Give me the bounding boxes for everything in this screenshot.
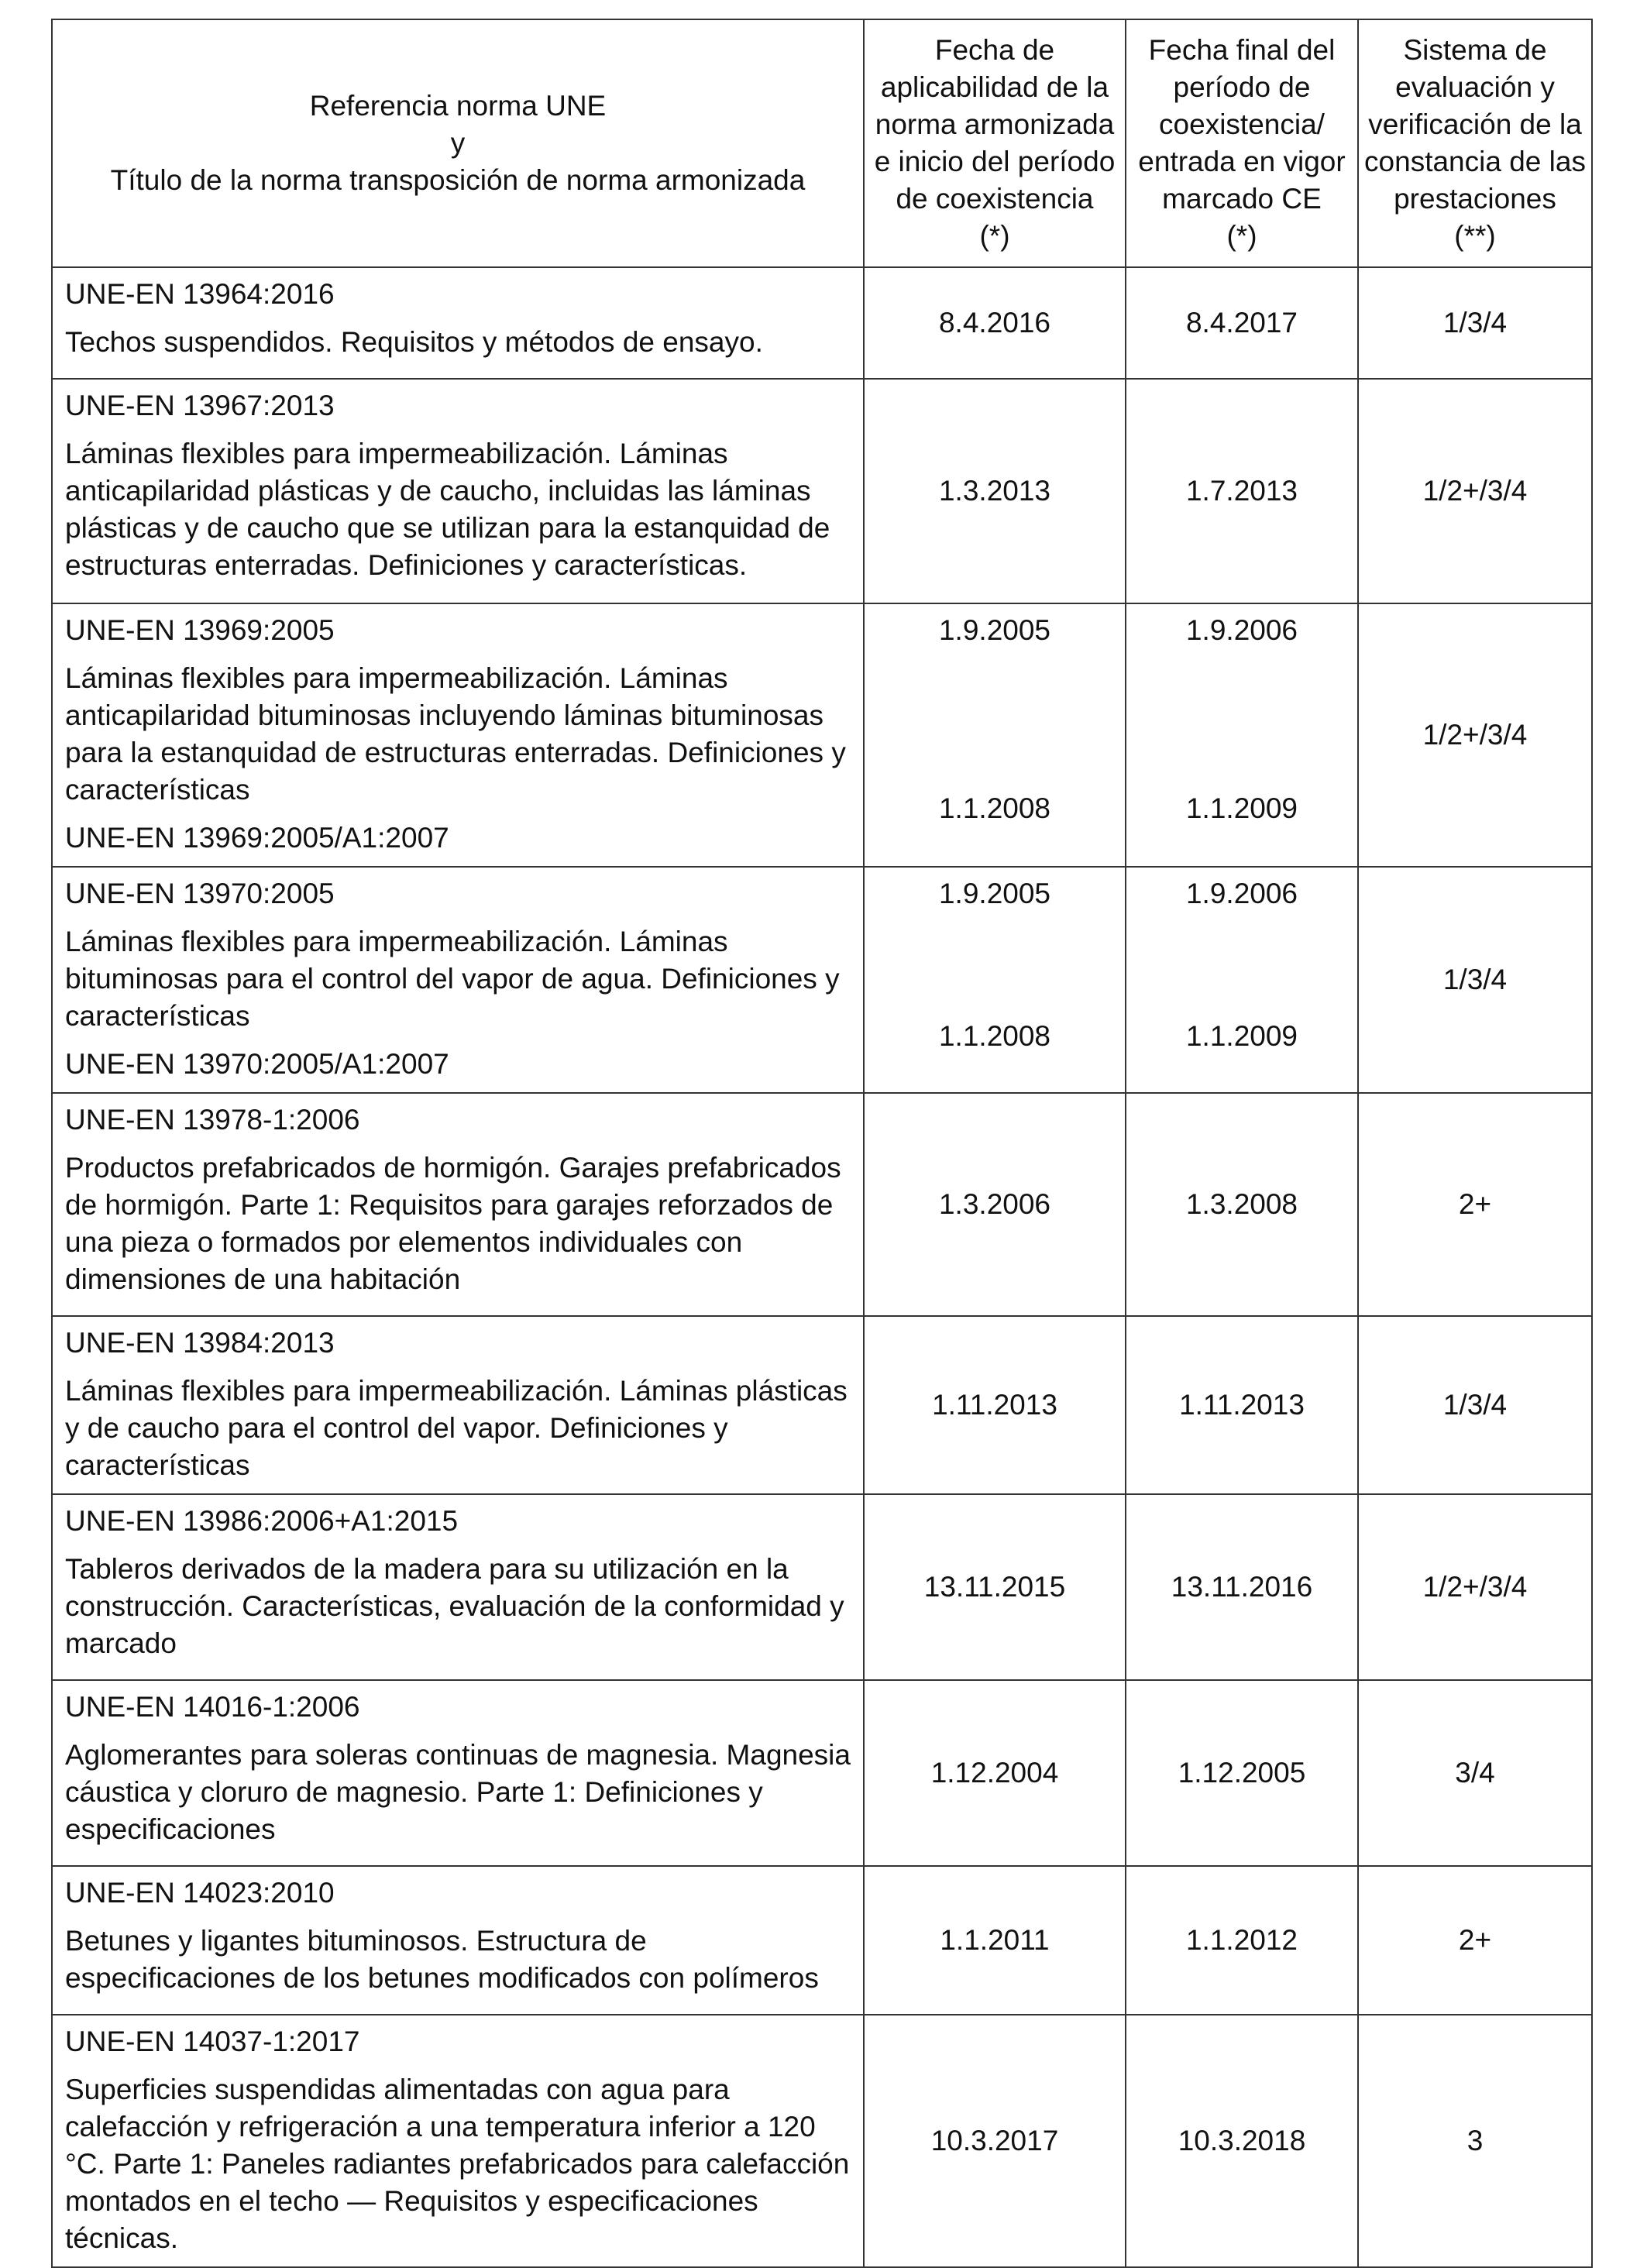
applicability-date-cell <box>864 867 1126 1093</box>
header-applicability-line: (*) <box>979 220 1010 252</box>
header-end-line: coexistencia/ <box>1159 108 1325 140</box>
norm-code: UNE-EN 13967:2013 <box>65 390 335 421</box>
header-end-line: entrada en vigor <box>1138 146 1346 177</box>
end-date: 1.1.2012 <box>1126 1866 1358 2015</box>
norm-code: UNE-EN 14016-1:2006 <box>65 1691 360 1723</box>
end-date: 1.9.2006 <box>1185 614 1298 646</box>
norm-title: Betunes y ligantes bituminosos. Estructura de especificaciones de los betunes modificados con polímeros <box>65 1925 819 1994</box>
table-row <box>52 2015 1592 2267</box>
amendment-applicability-date: 1.1.2008 <box>938 792 1051 824</box>
reference-cell <box>52 1494 864 1680</box>
norm-title: Aglomerantes para soleras continuas de magnesia. Magnesia cáustica y cloruro de magnesio. Parte 1: Definiciones y especificaciones <box>65 1739 851 1845</box>
norm-code: UNE-EN 13984:2013 <box>65 1327 335 1359</box>
header-applicability-line: aplicabilidad de la <box>880 71 1109 103</box>
table-row <box>52 1494 1592 1680</box>
end-date: 1.12.2005 <box>1126 1680 1358 1866</box>
table-row <box>52 1866 1592 2015</box>
evaluation-system: 1/3/4 <box>1358 267 1592 379</box>
applicability-date: 1.9.2005 <box>938 878 1051 909</box>
norm-code: UNE-EN 14023:2010 <box>65 1877 335 1909</box>
end-date-cell <box>1126 603 1358 867</box>
header-applicability-line: e inicio del período <box>874 146 1116 177</box>
table-row <box>52 1093 1592 1316</box>
header-end-line: período de <box>1173 71 1311 103</box>
header-system-line: constancia de las <box>1364 146 1586 177</box>
reference-cell <box>52 1316 864 1494</box>
header-reference-line: Título de la norma transposición de norma armonizada <box>110 164 806 196</box>
header-applicability-line: de coexistencia <box>896 183 1094 215</box>
norm-title: Tableros derivados de la madera para su utilización en la construcción. Características, evaluación de la conformidad y marcado <box>65 1553 844 1659</box>
evaluation-system: 2+ <box>1358 1866 1592 2015</box>
end-date-cell <box>1126 867 1358 1093</box>
norm-code: UNE-EN 13986:2006+A1:2015 <box>65 1505 459 1537</box>
table-row <box>52 379 1592 603</box>
applicability-date: 13.11.2015 <box>864 1494 1126 1680</box>
end-date: 8.4.2017 <box>1126 267 1358 379</box>
evaluation-system: 3/4 <box>1358 1680 1592 1866</box>
header-system <box>1358 19 1592 267</box>
applicability-date: 1.9.2005 <box>938 614 1051 646</box>
header-reference-line: y <box>450 127 466 159</box>
header-applicability-line: norma armonizada <box>875 108 1115 140</box>
reference-cell <box>52 1680 864 1866</box>
header-system-line: Sistema de <box>1403 34 1547 66</box>
header-reference-line: Referencia norma UNE <box>309 90 607 122</box>
end-date: 1.9.2006 <box>1185 878 1298 909</box>
norm-title: Productos prefabricados de hormigón. Garajes prefabricados de hormigón. Parte 1: Requisitos para garajes reforzados de una pieza o formados por elementos individuales con dimensiones de una habitación <box>65 1152 841 1295</box>
reference-cell <box>52 1866 864 2015</box>
applicability-date: 1.3.2006 <box>864 1093 1126 1316</box>
header-applicability-date <box>864 19 1126 267</box>
header-end-date <box>1126 19 1358 267</box>
end-date: 1.3.2008 <box>1126 1093 1358 1316</box>
header-system-line: prestaciones <box>1394 183 1556 215</box>
reference-cell <box>52 379 864 603</box>
table-row <box>52 267 1592 379</box>
applicability-date: 1.1.2011 <box>864 1866 1126 2015</box>
norm-title: Láminas flexibles para impermeabilización. Láminas anticapilaridad bituminosas incluyendo láminas bituminosas para la estanquidad de estructuras enterradas. Definiciones y características <box>65 662 846 806</box>
evaluation-system: 1/2+/3/4 <box>1358 379 1592 603</box>
amendment-applicability-date: 1.1.2008 <box>938 1020 1051 1052</box>
reference-cell <box>52 867 864 1093</box>
norm-title: Láminas flexibles para impermeabilización. Láminas plásticas y de caucho para el control del vapor. Definiciones y características <box>65 1375 848 1481</box>
header-end-line: (*) <box>1226 220 1257 252</box>
table-row <box>52 867 1592 1093</box>
end-date: 10.3.2018 <box>1126 2015 1358 2267</box>
header-system-line: evaluación y <box>1395 71 1555 103</box>
end-date: 1.11.2013 <box>1126 1316 1358 1494</box>
header-reference <box>52 19 864 267</box>
applicability-date: 8.4.2016 <box>864 267 1126 379</box>
reference-cell <box>52 1093 864 1316</box>
norm-code: UNE-EN 14037-1:2017 <box>65 2026 360 2057</box>
table-row <box>52 1316 1592 1494</box>
reference-cell <box>52 603 864 867</box>
evaluation-system: 3 <box>1358 2015 1592 2267</box>
reference-cell <box>52 2015 864 2267</box>
norm-code: UNE-EN 13969:2005 <box>65 614 335 646</box>
norm-code: UNE-EN 13970:2005 <box>65 878 335 909</box>
norm-title: Superficies suspendidas alimentadas con agua para calefacción y refrigeración a una temperatura inferior a 120 °C. Parte 1: Paneles radiantes prefabricados para calefacción montados en el techo — Requisitos y especificaciones técnicas. <box>65 2074 850 2254</box>
header-system-line: (**) <box>1454 220 1496 252</box>
end-date: 1.7.2013 <box>1126 379 1358 603</box>
end-date: 13.11.2016 <box>1126 1494 1358 1680</box>
amendment-code: UNE-EN 13970:2005/A1:2007 <box>65 1048 449 1080</box>
applicability-date: 1.12.2004 <box>864 1680 1126 1866</box>
amendment-end-date: 1.1.2009 <box>1185 1020 1298 1052</box>
header-system-line: verificación de la <box>1368 108 1582 140</box>
applicability-date-cell <box>864 603 1126 867</box>
header-end-line: marcado CE <box>1162 183 1322 215</box>
applicability-date: 1.3.2013 <box>864 379 1126 603</box>
evaluation-system: 1/2+/3/4 <box>1358 603 1592 867</box>
table-row <box>52 1680 1592 1866</box>
norm-code: UNE-EN 13978-1:2006 <box>65 1104 360 1136</box>
header-applicability-line: Fecha de <box>934 34 1055 66</box>
reference-cell <box>52 267 864 379</box>
evaluation-system: 1/2+/3/4 <box>1358 1494 1592 1680</box>
norm-title: Techos suspendidos. Requisitos y métodos de ensayo. <box>65 326 763 358</box>
applicability-date: 1.11.2013 <box>864 1316 1126 1494</box>
amendment-end-date: 1.1.2009 <box>1185 792 1298 824</box>
evaluation-system: 2+ <box>1358 1093 1592 1316</box>
table-row <box>52 603 1592 867</box>
norm-title: Láminas flexibles para impermeabilización. Láminas bituminosas para el control del vapor de agua. Definiciones y características <box>65 926 840 1032</box>
amendment-code: UNE-EN 13969:2005/A1:2007 <box>65 822 449 854</box>
norm-code: UNE-EN 13964:2016 <box>65 278 335 310</box>
header-row <box>52 19 1592 267</box>
applicability-date: 10.3.2017 <box>864 2015 1126 2267</box>
norms-table <box>51 19 1593 2268</box>
evaluation-system: 1/3/4 <box>1358 867 1592 1093</box>
evaluation-system: 1/3/4 <box>1358 1316 1592 1494</box>
header-end-line: Fecha final del <box>1148 34 1336 66</box>
norm-title: Láminas flexibles para impermeabilización. Láminas anticapilaridad plásticas y de caucho, incluidas las láminas plásticas y de caucho que se utilizan para la estanquidad de estructuras enterradas. Definiciones y características. <box>65 438 830 581</box>
